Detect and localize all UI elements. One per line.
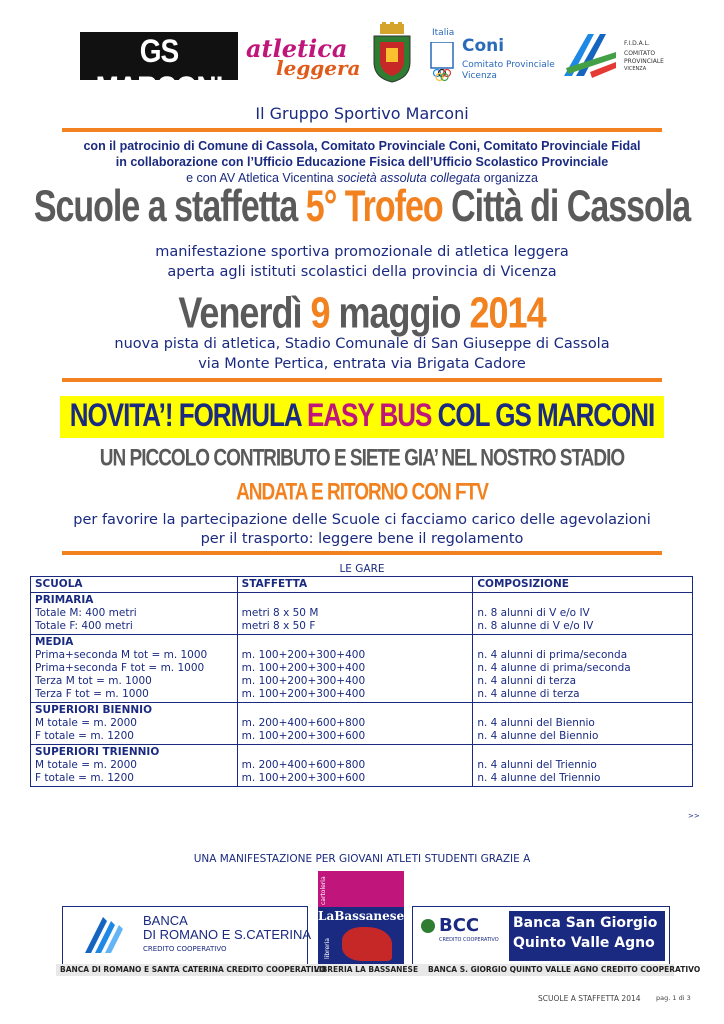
composizione-line: n. 4 alunni del Triennio	[477, 759, 597, 771]
table-row	[31, 593, 693, 635]
scuola-line: Prima+seconda F tot = m. 1000	[35, 662, 205, 674]
libreria-side-2: libreria	[324, 938, 331, 959]
banca-romano-line3: CREDITO COOPERATIVO	[143, 945, 227, 953]
promo-text-2: per il trasporto: leggere bene il regolamento	[200, 531, 524, 547]
event-title-a: Scuole a staffetta	[33, 182, 306, 232]
staffetta-line: m. 200+400+600+800	[241, 759, 366, 771]
category-label: SUPERIORI TRIENNIO	[35, 746, 160, 758]
venue-line-2: via Monte Pertica, entrata via Brigata Cadore	[198, 356, 526, 372]
header-composizione: COMPOSIZIONE	[473, 577, 693, 593]
event-date-d: 2014	[469, 287, 546, 337]
staffetta-line: m. 100+200+300+400	[241, 688, 366, 700]
patronage-line-3a: e con AV Atletica Vicentina	[186, 171, 338, 185]
cell-spacer	[477, 704, 688, 717]
composizione-line: n. 4 alunne del Biennio	[477, 730, 599, 742]
event-date-a: Venerdì	[178, 287, 311, 337]
cell-spacer	[477, 746, 688, 759]
sponsor-caption-2: LIBRERIA LA BASSANESE	[314, 965, 419, 974]
coni-title-text: Coni	[462, 36, 505, 56]
novita-text-c: COL GS MARCONI	[431, 396, 655, 434]
staffetta-line: metri 8 x 50 M	[241, 607, 319, 619]
promo-text-1: per favorire la partecipazione delle Scuole ci facciamo carico delle agevolazioni	[73, 512, 651, 528]
fidal-text-3: PROVINCIALE	[624, 58, 664, 65]
fidal-text-1: F.I.D.A.L.	[624, 40, 650, 47]
table-row	[31, 703, 693, 745]
comune-cassola-crest-icon	[370, 22, 414, 84]
event-subtitle-2: aperta agli istituti scolastici della provincia di Vicenza	[167, 264, 557, 280]
composizione-line: n. 4 alunni di prima/seconda	[477, 649, 628, 661]
staffetta-line: m. 100+200+300+400	[241, 649, 366, 661]
table-row	[31, 745, 693, 787]
leggera-logo-text: leggera	[276, 56, 361, 80]
libreria-name: LaBassanese	[318, 909, 405, 923]
orange-divider-1	[62, 128, 662, 132]
organizer-title: Il Gruppo Sportivo Marconi	[255, 104, 469, 123]
event-date-b: 9	[310, 287, 330, 337]
cell-spacer	[477, 594, 688, 607]
cell-composizione	[473, 703, 693, 745]
event-subtitle-1: manifestazione sportiva promozionale di atletica leggera	[155, 244, 569, 260]
banca-romano-line2: DI ROMANO E S.CATERINA	[143, 927, 312, 942]
libreria-side-1: cartoleria	[320, 876, 327, 905]
coni-italia-text: Italia	[432, 28, 455, 38]
composizione-line: n. 4 alunne di terza	[477, 688, 580, 700]
bcc-text: BCC	[439, 915, 480, 936]
event-title-b: 5° Trofeo	[305, 182, 443, 232]
banca-romano-line1: BANCA	[143, 913, 188, 928]
bcc-emblem-icon	[421, 919, 435, 933]
composizione-line: n. 8 alunne di V e/o IV	[477, 620, 594, 632]
composizione-line: n. 4 alunni di terza	[477, 675, 577, 687]
patronage-line-3c: organizza	[480, 171, 538, 185]
cell-spacer	[242, 704, 469, 717]
coni-sub1-text: Comitato Provinciale	[462, 60, 555, 70]
fidal-logo	[560, 28, 670, 80]
table-caption: LE GARE	[339, 563, 385, 575]
category-label: MEDIA	[35, 636, 74, 648]
cell-scuola	[31, 635, 238, 703]
coni-rings-icon	[430, 42, 454, 82]
composizione-line: n. 8 alunni di V e/o IV	[477, 607, 590, 619]
header-staffetta: STAFFETTA	[237, 577, 473, 593]
event-date-c: maggio	[329, 287, 470, 337]
staffetta-line: metri 8 x 50 F	[241, 620, 316, 632]
cell-scuola	[31, 593, 238, 635]
cell-staffetta	[237, 635, 473, 703]
cell-composizione	[473, 745, 693, 787]
banca-san-giorgio-line2: Quinto Valle Agno	[513, 935, 655, 951]
andata-ritorno-text: ANDATA E RITORNO CON FTV	[236, 479, 488, 506]
scuola-line: F totale = m. 1200	[35, 772, 134, 784]
category-label: SUPERIORI BIENNIO	[35, 704, 153, 716]
scuola-line: F totale = m. 1200	[35, 730, 134, 742]
banca-san-giorgio-line1: Banca San Giorgio	[513, 915, 658, 931]
libreria-top-band	[318, 871, 404, 907]
libreria-bassanese-logo	[318, 871, 404, 964]
cell-composizione	[473, 635, 693, 703]
scuola-line: M totale = m. 2000	[35, 759, 137, 771]
novita-text	[0, 396, 724, 435]
gs-marconi-logo	[80, 32, 238, 106]
cell-staffetta	[237, 593, 473, 635]
scuola-line: Terza M tot = m. 1000	[35, 675, 152, 687]
footer-doc-title: SCUOLE A STAFFETTA 2014	[538, 994, 641, 1003]
staffetta-line: m. 200+400+600+800	[241, 717, 366, 729]
cell-spacer	[477, 636, 688, 649]
staffetta-line: m. 100+200+300+600	[241, 730, 366, 742]
banca-romano-logo	[62, 906, 312, 966]
composizione-line: n. 4 alunne di prima/seconda	[477, 662, 631, 674]
patronage-line-2: in collaborazione con l’Ufficio Educazione Fisica dell’Ufficio Scolastico Provinciale	[115, 155, 609, 169]
more-marker: >>	[688, 812, 700, 820]
coni-sub2-text: Vicenza	[462, 71, 497, 81]
banca-san-giorgio-logo	[412, 906, 670, 966]
novita-text-b: EASY BUS	[306, 396, 432, 434]
scuola-line: Terza F tot = m. 1000	[35, 688, 149, 700]
cell-spacer	[242, 636, 469, 649]
atletica-leggera-logo	[246, 34, 361, 80]
gs-marconi-logo-text: GS MARCONI	[95, 33, 223, 106]
banca-romano-emblem-icon	[81, 913, 127, 957]
coni-logo	[428, 28, 555, 84]
scuola-line: M totale = m. 2000	[35, 717, 137, 729]
scuola-line: Totale F: 400 metri	[35, 620, 133, 632]
header-scuola: SCUOLA	[31, 577, 238, 593]
event-title-c: Città di Cassola	[442, 182, 691, 232]
patronage-line-3b: società assoluta collegata	[337, 171, 481, 185]
composizione-line: n. 4 alunni del Biennio	[477, 717, 595, 729]
composizione-line: n. 4 alunne del Triennio	[477, 772, 601, 784]
cell-scuola	[31, 745, 238, 787]
orange-divider-3	[62, 551, 662, 555]
cell-staffetta	[237, 703, 473, 745]
scuola-line: Prima+seconda M tot = m. 1000	[35, 649, 208, 661]
races-table	[30, 576, 693, 787]
contributo-text: UN PICCOLO CONTRIBUTO E SIETE GIA’ NEL NOSTRO STADIO	[99, 445, 625, 472]
fidal-text-4: VICENZA	[624, 66, 647, 72]
scuola-line: Totale M: 400 metri	[35, 607, 137, 619]
table-row	[31, 635, 693, 703]
bcc-sub: CREDITO COOPERATIVO	[439, 937, 499, 943]
sponsors-intro: UNA MANIFESTAZIONE PER GIOVANI ATLETI STUDENTI GRAZIE A	[193, 853, 531, 865]
cell-staffetta	[237, 745, 473, 787]
patronage-line-1: con il patrocinio di Comune di Cassola, Comitato Provinciale Coni, Comitato Provinciale Fidal	[83, 139, 641, 153]
footer-page-number: pag. 1 di 3	[656, 994, 691, 1002]
staffetta-line: m. 100+200+300+600	[241, 772, 366, 784]
orange-divider-2	[62, 378, 662, 382]
venue-line-1: nuova pista di atletica, Stadio Comunale di San Giuseppe di Cassola	[114, 336, 610, 352]
sponsor-caption-1: BANCA DI ROMANO E SANTA CATERINA CREDITO COOPERATIVO	[60, 965, 326, 974]
cell-spacer	[242, 746, 469, 759]
cell-composizione	[473, 593, 693, 635]
fidal-emblem-icon	[560, 28, 620, 80]
sponsor-caption-3: BANCA S. GIORGIO QUINTO VALLE AGNO CREDITO COOPERATIVO	[428, 965, 701, 974]
atletica-logo-text: atletica	[246, 34, 348, 63]
fidal-text-2: COMITATO	[624, 50, 656, 57]
cell-scuola	[31, 703, 238, 745]
novita-text-a: NOVITA’! FORMULA	[69, 396, 307, 434]
category-label: PRIMARIA	[35, 594, 94, 606]
staffetta-line: m. 100+200+300+400	[241, 675, 366, 687]
event-date	[0, 288, 724, 338]
event-title	[0, 182, 724, 233]
libreria-figure-icon	[342, 927, 392, 961]
table-header-row	[31, 577, 693, 593]
cell-spacer	[242, 594, 469, 607]
staffetta-line: m. 100+200+300+400	[241, 662, 366, 674]
